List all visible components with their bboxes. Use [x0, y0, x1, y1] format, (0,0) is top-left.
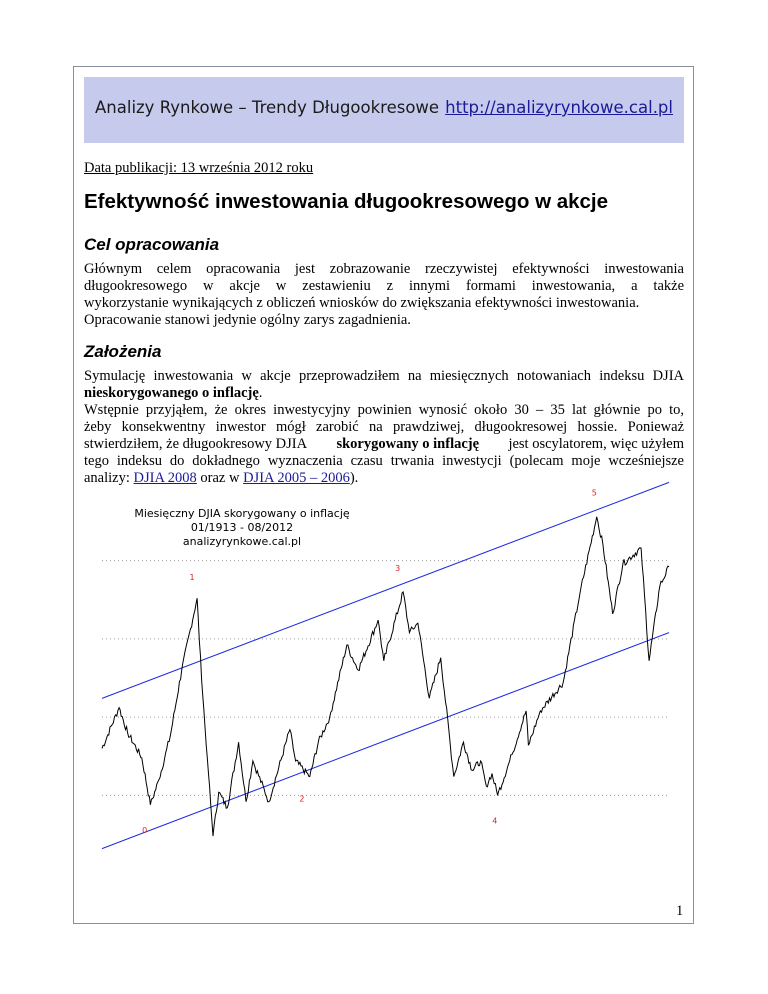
text-line: Opracowanie stanowi jedynie ogólny zarys zagadnienia.	[84, 312, 411, 328]
header-link[interactable]: http://analizyrynkowe.cal.pl	[445, 98, 673, 117]
wave-label-2: 2	[299, 794, 305, 804]
text-line: tego indeksu do dokładnego wyznaczenia czasu trwania inwestycji (polecam moje wcześniejsze	[84, 453, 684, 469]
chart-title-line: Miesięczny DJIA skorygowany o inflację	[134, 507, 350, 520]
text-line: Głównym celem opracowania jest zobrazowanie rzeczywistej efektywności inwestowania	[84, 261, 684, 277]
text-line: długookresowego w akcje w zestawieniu z innymi formami inwestowania, a także	[84, 278, 684, 294]
section-goal-text	[84, 261, 684, 329]
channel-line-lower	[102, 633, 669, 849]
link-djia-2008[interactable]: DJIA 2008	[133, 470, 197, 486]
document-title: Efektywność inwestowania długookresowego w akcje	[84, 190, 609, 213]
section-heading-goal: Cel opracowania	[84, 235, 220, 254]
section-heading-assumptions: Założenia	[84, 342, 162, 361]
wave-label-4: 4	[492, 816, 498, 826]
link-djia-2005-2006[interactable]: DJIA 2005 – 2006	[243, 470, 350, 486]
publication-date: Data publikacji: 13 września 2012 roku	[84, 160, 314, 176]
chart-title-line: analizyrynkowe.cal.pl	[182, 535, 302, 548]
text-line: Symulację inwestowania w akcje przeprowadziłem na miesięcznych notowaniach indeksu DJIA	[84, 368, 684, 384]
djia-chart	[84, 488, 684, 858]
text-line: wykorzystanie wynikających z obliczeń wniosków do zwiększania efektywności inwestowania.	[84, 295, 640, 311]
emphasis-text: skorygowany o inflację	[336, 436, 480, 452]
header-title: Analizy Rynkowe – Trendy Długookresowe	[95, 98, 440, 117]
text-line: żeby konsekwentny inwestor mógł zarobić na prawdziwej, długookresowej hossie. Ponieważ	[84, 419, 684, 435]
text-line: analizy: DJIA 2008 oraz w DJIA 2005 – 2006).	[84, 470, 359, 486]
djia-series-line	[102, 517, 669, 836]
section-assumptions-text	[84, 368, 684, 487]
chart-title-line: 01/1913 - 08/2012	[190, 521, 294, 534]
text-line: nieskorygowanego o inflację.	[84, 385, 263, 401]
header-banner	[84, 77, 684, 143]
wave-label-5: 5	[591, 488, 597, 498]
emphasis-text: nieskorygowanego o inflację	[84, 385, 259, 401]
text-line: stwierdziłem, że długookresowy DJIA skorygowany o inflację jest oscylatorem, więc użyłem	[84, 436, 684, 452]
wave-label-0: 0	[142, 826, 148, 836]
wave-label-1: 1	[189, 573, 195, 583]
page-number: 1	[676, 903, 684, 919]
text-line: Wstępnie przyjąłem, że okres inwestycyjny powinien wynosić około 30 – 35 lat głównie po to,	[84, 402, 684, 418]
wave-label-3: 3	[395, 563, 401, 573]
